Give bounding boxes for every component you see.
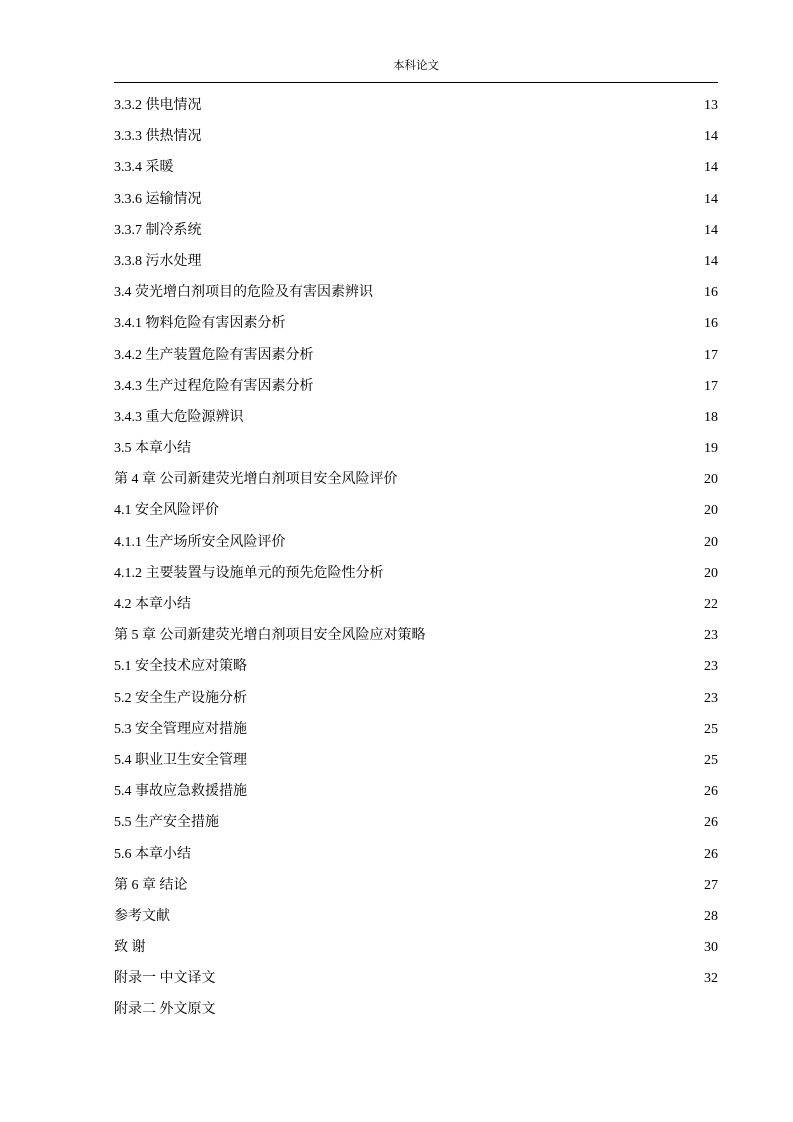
toc-entry-page-number: 20: [704, 534, 718, 550]
toc-entry-title: 3.3.7 制冷系统: [114, 222, 202, 238]
toc-entry-title: 第 6 章 结论: [114, 877, 188, 893]
toc-entry-title: 3.3.8 污水处理: [114, 253, 202, 269]
toc-entry[interactable]: [114, 125, 718, 156]
toc-entry-title: 3.3.2 供电情况: [114, 98, 202, 113]
toc-entry[interactable]: [114, 780, 718, 811]
toc-entry[interactable]: [114, 905, 718, 936]
toc-entry[interactable]: [114, 531, 718, 562]
toc-entry[interactable]: [114, 749, 718, 780]
toc-entry-page-number: 20: [704, 503, 718, 519]
toc-entry-title: 致 谢: [114, 940, 146, 956]
toc-entry[interactable]: [114, 499, 718, 530]
toc-entry-title: 第 4 章 公司新建荧光增白剂项目安全风险评价: [114, 472, 398, 488]
toc-entry-title: 3.4.1 物料危险有害因素分析: [114, 316, 286, 332]
toc-entry-page-number: 14: [704, 160, 718, 176]
toc-entry-page-number: 25: [704, 721, 718, 737]
toc-entry-title: 3.4 荧光增白剂项目的危险及有害因素辨识: [114, 285, 373, 301]
toc-entry[interactable]: [114, 936, 718, 967]
toc-entry-page-number: 14: [704, 191, 718, 207]
toc-entry[interactable]: [114, 437, 718, 468]
toc-entry-page-number: 20: [704, 565, 718, 581]
toc-entry-page-number: 17: [704, 347, 718, 363]
toc-entry-title: 3.5 本章小结: [114, 441, 191, 457]
toc-entry-page-number: 18: [704, 409, 718, 425]
toc-entry-page-number: 23: [704, 690, 718, 706]
toc-entry[interactable]: [114, 312, 718, 343]
toc-entry-title: 3.4.2 生产装置危险有害因素分析: [114, 347, 314, 363]
toc-entry-title: 3.3.3 供热情况: [114, 129, 202, 145]
toc-entry[interactable]: [114, 967, 718, 998]
toc-entry[interactable]: [114, 468, 718, 499]
toc-entry[interactable]: [114, 94, 718, 125]
toc-entry[interactable]: [114, 998, 718, 1029]
toc-entry[interactable]: [114, 406, 718, 437]
toc-entry-page-number: 26: [704, 846, 718, 862]
toc-entry-page-number: 26: [704, 815, 718, 831]
toc-entry[interactable]: [114, 687, 718, 718]
toc-entry[interactable]: [114, 655, 718, 686]
toc-entry[interactable]: [114, 281, 718, 312]
toc-entry[interactable]: [114, 188, 718, 219]
toc-entry-page-number: 28: [704, 908, 718, 924]
toc-entry-page-number: 14: [704, 222, 718, 238]
toc-entry[interactable]: [114, 344, 718, 375]
header-title: 本科论文: [393, 60, 439, 72]
toc-entry-title: 附录一 中文译文: [114, 971, 216, 987]
toc-entry[interactable]: [114, 219, 718, 250]
toc-entry[interactable]: [114, 375, 718, 406]
toc-entry[interactable]: [114, 562, 718, 593]
toc-entry-title: 参考文献: [114, 908, 170, 924]
toc-entry-title: 3.4.3 重大危险源辨识: [114, 409, 244, 425]
table-of-contents: [114, 94, 718, 1030]
toc-entry[interactable]: [114, 874, 718, 905]
toc-entry[interactable]: [114, 156, 718, 187]
toc-entry-title: 5.6 本章小结: [114, 846, 191, 862]
toc-entry-page-number: 17: [704, 378, 718, 394]
toc-entry-title: 5.1 安全技术应对策略: [114, 659, 247, 675]
toc-entry-title: 5.4 职业卫生安全管理: [114, 752, 247, 768]
toc-entry-title: 第 5 章 公司新建荧光增白剂项目安全风险应对策略: [114, 628, 426, 644]
toc-entry-page-number: 20: [704, 472, 718, 488]
toc-entry-page-number: 19: [704, 441, 718, 457]
toc-entry-title: 4.2 本章小结: [114, 597, 191, 612]
toc-entry-title: 3.3.6 运输情况: [114, 191, 202, 207]
toc-entry[interactable]: [114, 593, 718, 624]
toc-entry-page-number: 27: [704, 877, 718, 893]
toc-entry-page-number: 30: [704, 940, 718, 956]
toc-entry-page-number: 32: [704, 971, 718, 987]
toc-entry-title: 5.5 生产安全措施: [114, 815, 219, 831]
toc-entry-page-number: 14: [704, 129, 718, 145]
toc-entry[interactable]: [114, 811, 718, 842]
toc-entry-page-number: 13: [704, 98, 718, 113]
toc-entry-title: 5.3 安全管理应对措施: [114, 721, 247, 737]
toc-entry-page-number: 22: [704, 597, 718, 612]
toc-entry-page-number: 23: [704, 628, 718, 644]
toc-entry-page-number: 23: [704, 659, 718, 675]
toc-entry-title: 4.1.2 主要装置与设施单元的预先危险性分析: [114, 565, 384, 581]
toc-entry[interactable]: [114, 718, 718, 749]
toc-entry-page-number: 14: [704, 253, 718, 269]
toc-entry-title: 3.3.4 采暖: [114, 160, 174, 176]
toc-entry-title: 3.4.3 生产过程危险有害因素分析: [114, 378, 314, 394]
toc-entry-page-number: 26: [704, 784, 718, 800]
toc-entry-page-number: 25: [704, 752, 718, 768]
toc-entry-title: 4.1 安全风险评价: [114, 503, 219, 519]
toc-entry-title: 附录二 外文原文: [114, 1002, 216, 1018]
toc-entry-title: 5.4 事故应急救援措施: [114, 784, 247, 800]
toc-entry-page-number: 16: [704, 316, 718, 332]
toc-entry-title: 5.2 安全生产设施分析: [114, 690, 247, 706]
toc-entry[interactable]: [114, 250, 718, 281]
toc-entry-title: 4.1.1 生产场所安全风险评价: [114, 534, 286, 550]
toc-entry-page-number: 16: [704, 285, 718, 301]
toc-entry[interactable]: [114, 624, 718, 655]
page-header: [114, 59, 718, 83]
toc-entry[interactable]: [114, 843, 718, 874]
